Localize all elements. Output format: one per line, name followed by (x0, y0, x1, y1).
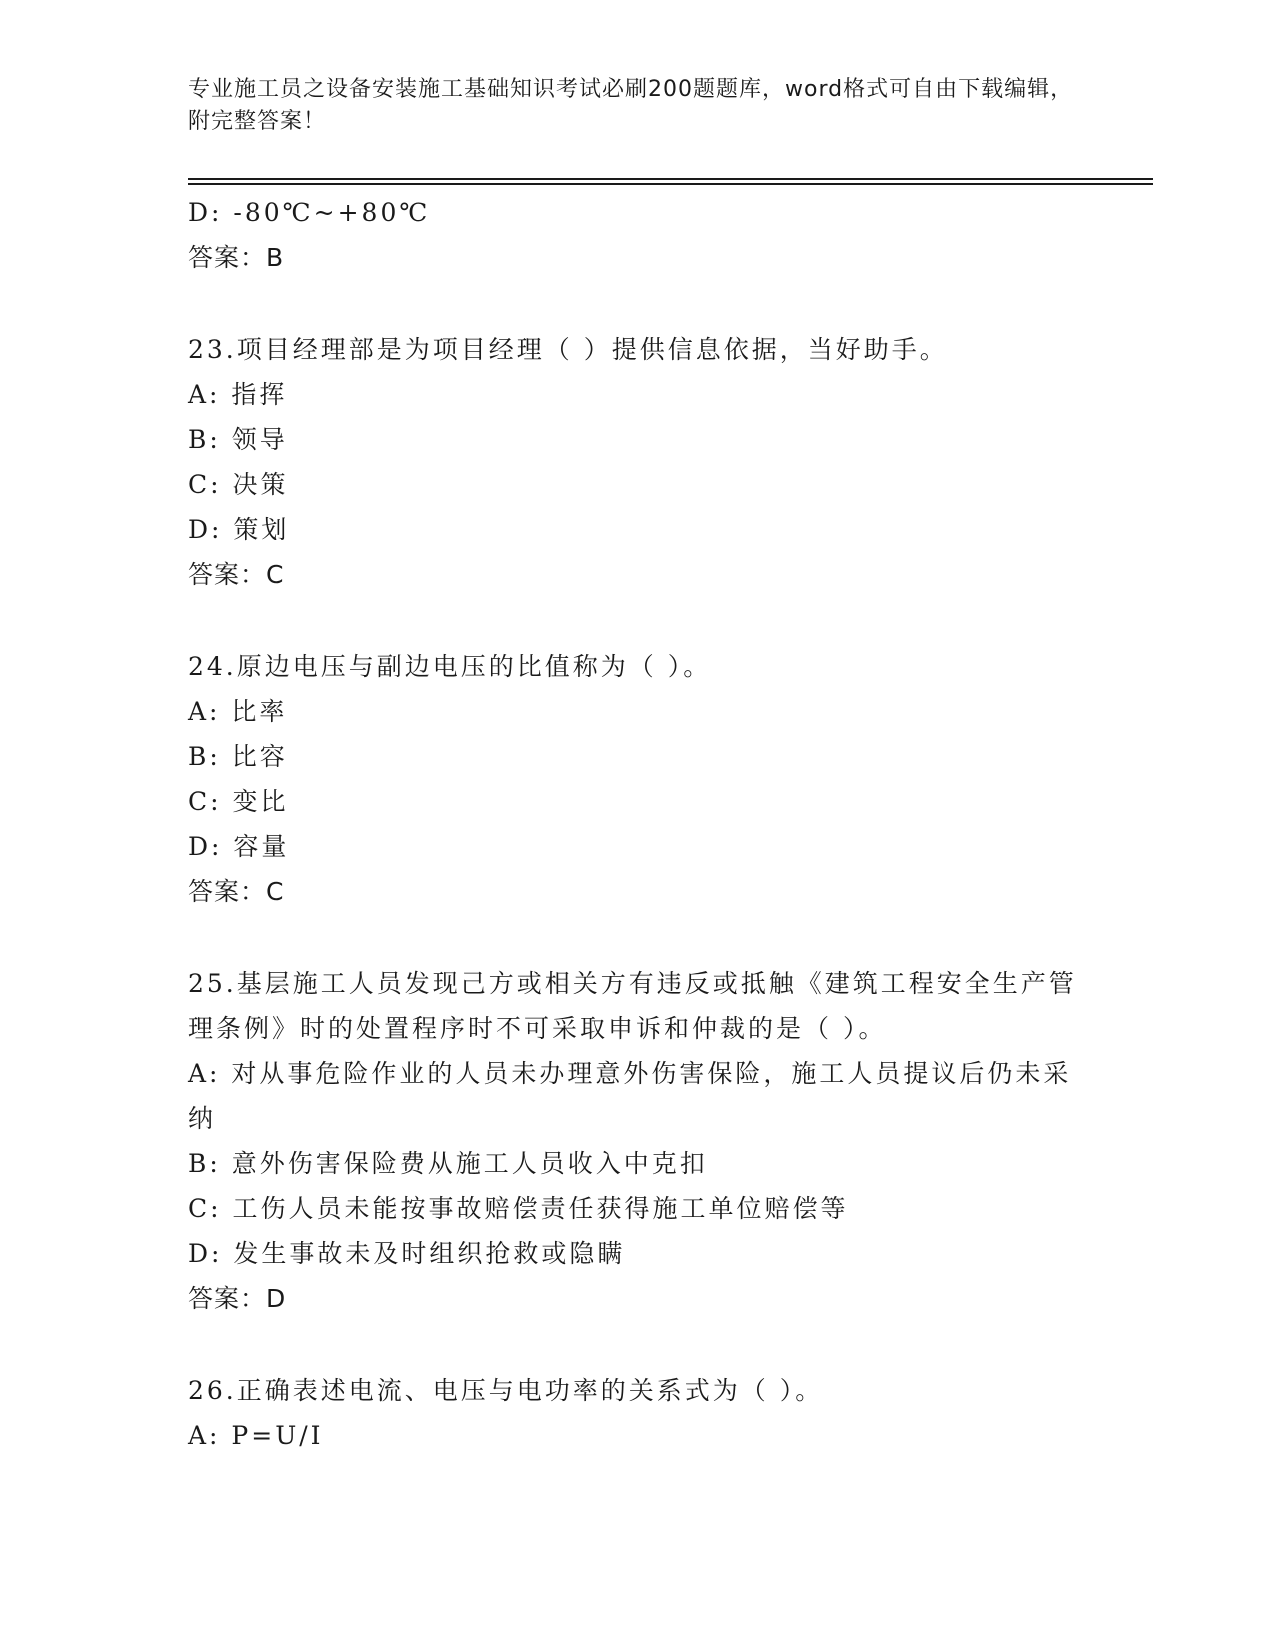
header-text: 专业施工员之设备安装施工基础知识考试必刷200题题库，word格式可自由下载编辑，附完整答案！ (188, 77, 1074, 134)
question-block-prev (188, 190, 1088, 280)
header-rule-bottom (188, 183, 1153, 185)
header-rule-top (188, 178, 1153, 180)
option-a: A: 指挥 (188, 380, 288, 409)
question-block-25 (188, 961, 1088, 1321)
option-a: A: P=U/I (188, 1421, 324, 1450)
document-header (188, 74, 1088, 138)
option-a: A: 对从事危险作业的人员未办理意外伤害保险，施工人员提议后仍未采纳 (188, 1059, 1072, 1133)
option-c: C: 变比 (188, 787, 289, 816)
option-d: D: -80℃~+80℃ (188, 198, 431, 227)
option-b: B: 意外伤害保险费从施工人员收入中克扣 (188, 1149, 708, 1178)
option-b: B: 领导 (188, 425, 288, 454)
answer: 答案：C (188, 877, 285, 906)
option-c: C: 工伤人员未能按事故赔偿责任获得施工单位赔偿等 (188, 1194, 849, 1223)
question-text: 26.正确表述电流、电压与电功率的关系式为（ ）。 (188, 1376, 824, 1405)
spacer (188, 914, 1088, 961)
question-text: 24.原边电压与副边电压的比值称为（ ）。 (188, 652, 712, 681)
question-block-23 (188, 327, 1088, 597)
question-list (188, 190, 1088, 1458)
question-text: 25.基层施工人员发现己方或相关方有违反或抵触《建筑工程安全生产管理条例》时的处置程序时不可采取申诉和仲裁的是（ ）。 (188, 969, 1077, 1043)
answer: 答案：D (188, 1284, 287, 1313)
answer: 答案：B (188, 243, 285, 272)
option-c: C: 决策 (188, 470, 289, 499)
option-d: D: 发生事故未及时组织抢救或隐瞒 (188, 1239, 626, 1268)
option-d: D: 容量 (188, 832, 290, 861)
question-block-24 (188, 644, 1088, 914)
question-block-26 (188, 1368, 1088, 1458)
question-text: 23.项目经理部是为项目经理（ ）提供信息依据，当好助手。 (188, 335, 948, 364)
option-d: D: 策划 (188, 515, 290, 544)
answer: 答案：C (188, 560, 285, 589)
option-b: B: 比容 (188, 742, 288, 771)
spacer (188, 280, 1088, 327)
spacer (188, 1321, 1088, 1368)
option-a: A: 比率 (188, 697, 288, 726)
spacer (188, 597, 1088, 644)
